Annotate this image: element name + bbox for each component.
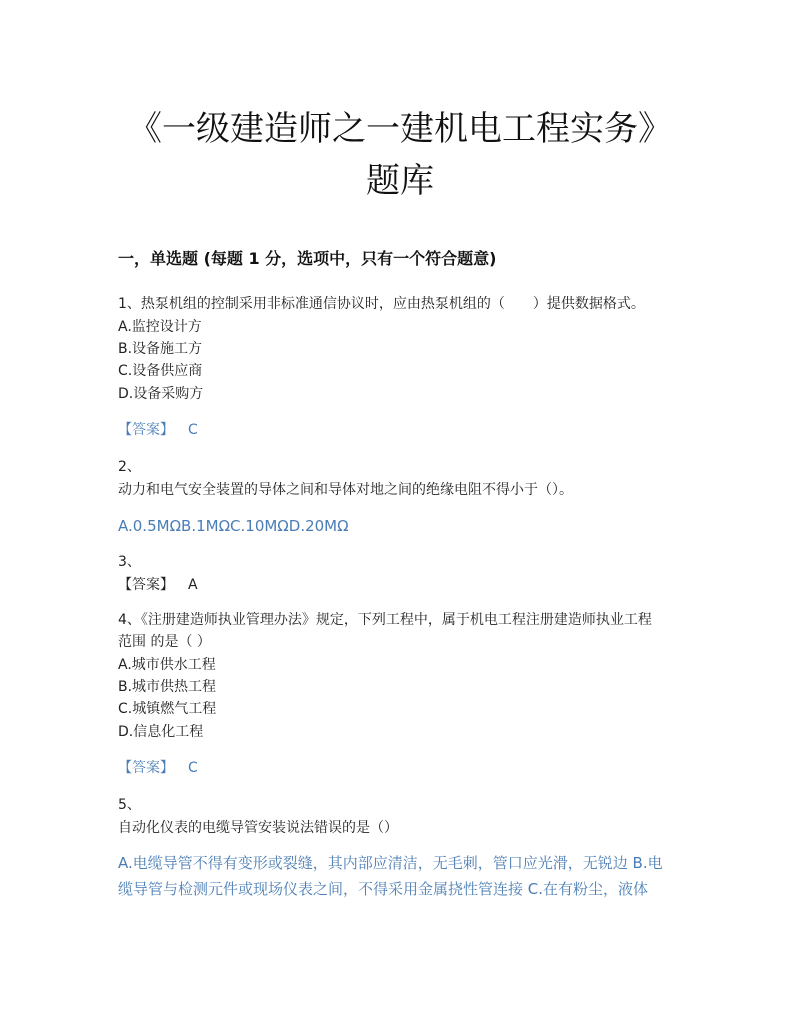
question-4-stem-line1: 4、《注册建造师执业管理办法》规定，下列工程中，属于机电工程注册建造师执业工程 bbox=[118, 612, 652, 628]
question-1-stem: 1、热泵机组的控制采用非标准通信协议时，应由热泵机组的（ ）提供数据格式。 bbox=[118, 296, 645, 312]
question-1-option-a: A.监控设计方 bbox=[118, 319, 202, 335]
question-4-option-b: B.城市供热工程 bbox=[118, 679, 217, 695]
question-2-options: A.0.5MΩB.1MΩC.10MΩD.20MΩ bbox=[118, 517, 349, 535]
question-4-option-a: A.城市供水工程 bbox=[118, 657, 216, 673]
answer-label: 【答案】 bbox=[118, 422, 174, 438]
question-1-answer bbox=[118, 420, 198, 440]
question-5-number: 5、 bbox=[118, 797, 141, 813]
answer-label: 【答案】 bbox=[118, 760, 174, 776]
answer-value: A bbox=[188, 577, 198, 593]
question-5-options-line1: A.电缆导管不得有变形或裂缝，其内部应清洁，无毛刺，管口应光滑，无锐边 B.电 bbox=[118, 854, 663, 872]
question-5-stem: 自动化仪表的电缆导管安装说法错误的是（） bbox=[118, 820, 398, 836]
question-1-option-d: D.设备采购方 bbox=[118, 386, 204, 402]
question-4-option-c: C.城镇燃气工程 bbox=[118, 701, 217, 717]
question-3-number: 3、 bbox=[118, 554, 141, 570]
question-1-option-b: B.设备施工方 bbox=[118, 341, 203, 357]
question-4-stem-line2: 范围 的是（ ） bbox=[118, 634, 211, 650]
document-title-line2: 题库 bbox=[366, 161, 434, 201]
question-4-option-d: D.信息化工程 bbox=[118, 724, 204, 740]
question-2-number: 2、 bbox=[118, 459, 141, 475]
section-heading: 一，单选题 (每题 1 分，选项中，只有一个符合题意) bbox=[118, 249, 497, 268]
answer-value: C bbox=[188, 422, 198, 438]
question-3-answer bbox=[118, 575, 198, 595]
question-4-answer bbox=[118, 758, 198, 778]
question-1-option-c: C.设备供应商 bbox=[118, 363, 203, 379]
question-2-stem: 动力和电气安全装置的导体之间和导体对地之间的绝缘电阻不得小于（）。 bbox=[118, 482, 573, 498]
answer-value: C bbox=[188, 760, 198, 776]
document-title-line1: 《一级建造师之一建机电工程实务》 bbox=[128, 109, 672, 149]
question-5-options-line2: 缆导管与检测元件或现场仪表之间，不得采用金属挠性管连接 C.在有粉尘，液体 bbox=[118, 880, 649, 898]
answer-label: 【答案】 bbox=[118, 577, 174, 593]
